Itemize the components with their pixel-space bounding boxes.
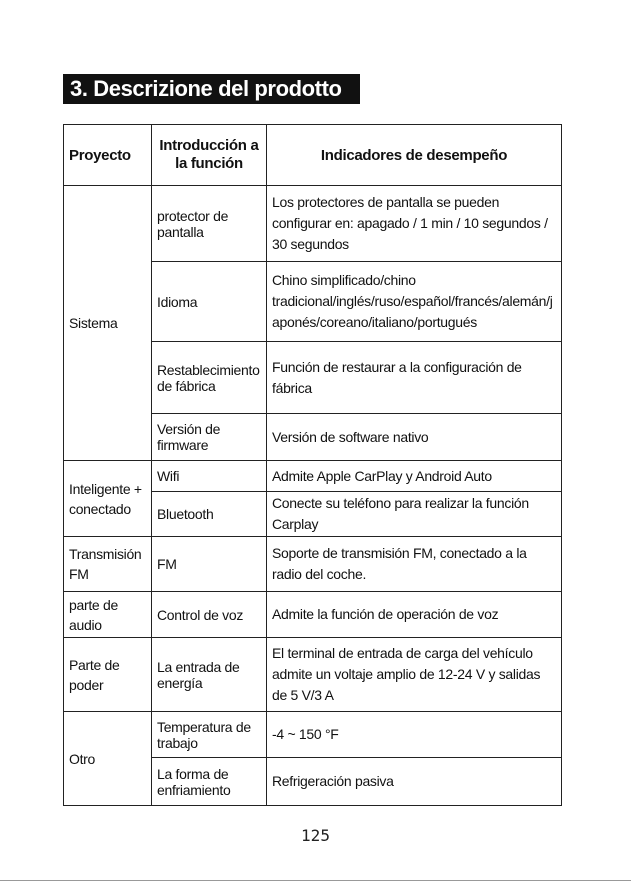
indicator-cell: Admite la función de operación de voz [267, 592, 562, 638]
bottom-divider [0, 880, 631, 881]
indicator-cell: Función de restaurar a la configuración de fábrica [267, 342, 562, 414]
function-cell: La entrada de energía [152, 638, 267, 712]
table-row [64, 638, 562, 712]
function-cell: Control de voz [152, 592, 267, 638]
category-cell: Transmisión FM [64, 537, 152, 592]
table-header-row [64, 125, 562, 186]
function-cell: La forma de enfriamiento [152, 758, 267, 806]
table-row [64, 186, 562, 262]
indicator-cell: Versión de software nativo [267, 414, 562, 461]
function-cell: Wifi [152, 461, 267, 492]
category-cell: parte de audio [64, 592, 152, 638]
indicator-cell: Los protectores de pantalla se pueden configurar en: apagado / 1 min / 10 segundos / 30 segundos [267, 186, 562, 262]
indicator-cell: -4 ~ 150 °F [267, 712, 562, 758]
indicator-cell: El terminal de entrada de carga del vehículo admite un voltaje amplio de 12-24 V y salidas de 5 V/3 A [267, 638, 562, 712]
function-cell: Restablecimiento de fábrica [152, 342, 267, 414]
table-row [64, 537, 562, 592]
category-cell: Inteligente + conectado [64, 461, 152, 537]
product-spec-table [63, 124, 562, 806]
header-project: Proyecto [64, 125, 152, 186]
category-cell: Sistema [64, 186, 152, 461]
function-cell: Versión de firmware [152, 414, 267, 461]
page-number: 125 [301, 826, 330, 845]
category-cell: Otro [64, 712, 152, 806]
header-function: Introducción a la función [152, 125, 267, 186]
section-title: 3. Descrizione del prodotto [63, 74, 360, 104]
indicator-cell: Admite Apple CarPlay y Android Auto [267, 461, 562, 492]
indicator-cell: Refrigeración pasiva [267, 758, 562, 806]
table-row [64, 592, 562, 638]
category-cell: Parte de poder [64, 638, 152, 712]
function-cell: Idioma [152, 262, 267, 342]
function-cell: Bluetooth [152, 492, 267, 537]
function-cell: Temperatura de trabajo [152, 712, 267, 758]
indicator-cell: Conecte su teléfono para realizar la función Carplay [267, 492, 562, 537]
function-cell: protector de pantalla [152, 186, 267, 262]
table-row [64, 712, 562, 758]
indicator-cell: Soporte de transmisión FM, conectado a la radio del coche. [267, 537, 562, 592]
table-row [64, 461, 562, 492]
function-cell: FM [152, 537, 267, 592]
indicator-cell: Chino simplificado/chino tradicional/inglés/ruso/español/francés/alemán/japonés/coreano/italiano/portugués [267, 262, 562, 342]
header-indicators: Indicadores de desempeño [267, 125, 562, 186]
